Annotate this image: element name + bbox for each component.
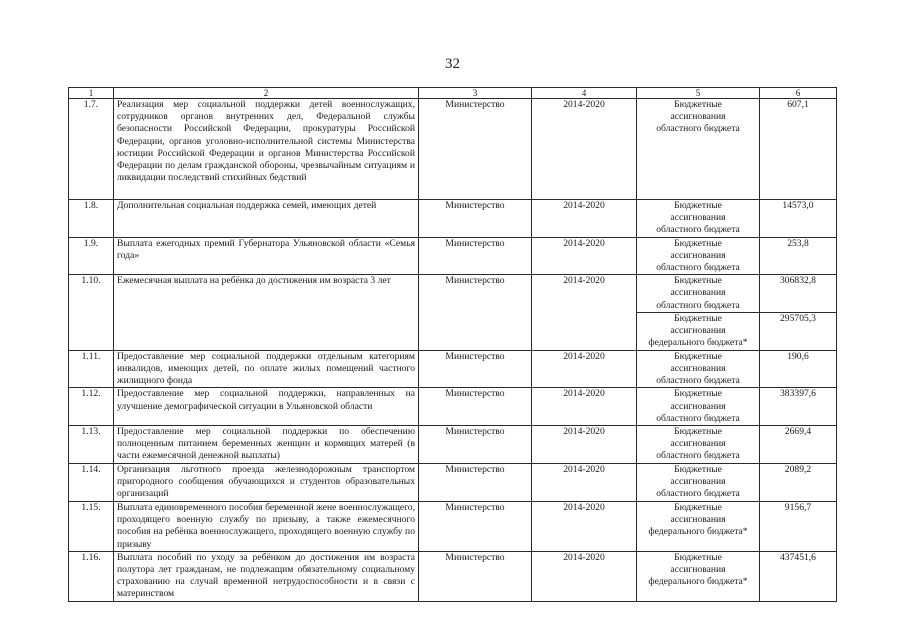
table-row xyxy=(69,426,837,464)
column-header: 5 xyxy=(637,88,760,99)
item-description: Предоставление мер социальной поддержки отдельным категориям инвалидов, имеющих детей, по оплате жилых помещений частного жилищного фонда xyxy=(114,350,419,388)
funding-source-line: ассигнования xyxy=(670,363,726,375)
column-header: 1 xyxy=(69,88,114,99)
funding-source-line: ассигнования xyxy=(670,514,726,526)
funding-source-line: Бюджетные xyxy=(674,426,722,438)
funding-source-line: Бюджетные xyxy=(674,464,722,476)
item-description: Организация льготного проезда железнодорожным транспортом пригородного сообщения обучающихся и студентов образовательных организаций xyxy=(114,464,419,502)
funding-source xyxy=(637,99,760,200)
responsible-executor: Министерство xyxy=(419,551,532,601)
funding-amount: 306832,8 xyxy=(760,275,837,313)
table-row xyxy=(69,464,837,502)
funding-source-line: Бюджетные xyxy=(674,502,722,514)
funding-amount: 190,6 xyxy=(760,350,837,388)
implementation-period: 2014-2020 xyxy=(532,502,637,552)
implementation-period: 2014-2020 xyxy=(532,551,637,601)
funding-source-line: Бюджетные xyxy=(674,350,722,362)
table-row xyxy=(69,502,837,552)
table-row xyxy=(69,350,837,388)
table-row xyxy=(69,237,837,275)
item-number: 1.12. xyxy=(69,388,114,426)
funding-source-line: ассигнования xyxy=(670,287,726,299)
column-header: 4 xyxy=(532,88,637,99)
funding-source-line: федерального бюджета* xyxy=(648,576,748,588)
funding-source-line: Бюджетные xyxy=(674,99,722,110)
funding-source-line: ассигнования xyxy=(670,564,726,576)
table-header-row xyxy=(69,88,837,99)
funding-source-line: ассигнования xyxy=(670,438,726,450)
implementation-period: 2014-2020 xyxy=(532,200,637,238)
implementation-period: 2014-2020 xyxy=(532,464,637,502)
funding-source-line: ассигнования xyxy=(670,400,726,412)
funding-source-line: Бюджетные xyxy=(674,200,722,211)
item-number: 1.16. xyxy=(69,551,114,601)
responsible-executor: Министерство xyxy=(419,99,532,200)
responsible-executor: Министерство xyxy=(419,200,532,238)
implementation-period: 2014-2020 xyxy=(532,426,637,464)
responsible-executor: Министерство xyxy=(419,388,532,426)
funding-source-line: областного бюджета xyxy=(656,262,740,274)
item-number: 1.15. xyxy=(69,502,114,552)
funding-source-line: Бюджетные xyxy=(674,237,722,249)
funding-source-line: ассигнования xyxy=(670,111,726,123)
item-number: 1.8. xyxy=(69,200,114,238)
funding-source xyxy=(637,312,760,350)
item-number: 1.9. xyxy=(69,237,114,275)
funding-source xyxy=(637,237,760,275)
responsible-executor: Министерство xyxy=(419,426,532,464)
funding-source xyxy=(637,502,760,552)
column-header: 6 xyxy=(760,88,837,99)
table-row xyxy=(69,275,837,313)
item-description: Реализация мер социальной поддержки детей военнослужащих, сотрудников органов внутренних дел, Федеральной службы безопасности Российской Федерации, прокуратуры Российской Федерации, органов уголовно-исполнительной системы Министерства юстиции Российской Федерации и органов Министерства Российской Федерации по делам гражданской обороны, чрезвычайным ситуациям и ликвидации последствий стихийных бедствий xyxy=(114,99,419,200)
table-row xyxy=(69,99,837,200)
funding-source-line: областного бюджета xyxy=(656,299,740,311)
item-description: Выплата единовременного пособия беременной жене военнослужащего, проходящего военную службу по призыву, а также ежемесячного пособия на ребёнка военнослужащего, проходящего военную службу по призыву xyxy=(114,502,419,552)
funding-source-line: областного бюджета xyxy=(656,412,740,424)
funding-source xyxy=(637,464,760,502)
item-number: 1.7. xyxy=(69,99,114,200)
item-description: Предоставление мер социальной поддержки по обеспечению полноценным питанием беременных женщин и кормящих матерей (в части ежемесячной денежной выплаты) xyxy=(114,426,419,464)
funding-amount: 607,1 xyxy=(760,99,837,200)
funding-amount: 383397,6 xyxy=(760,388,837,426)
item-description: Предоставление мер социальной поддержки, направленных на улучшение демографической ситуации в Ульяновской области xyxy=(114,388,419,426)
column-header: 2 xyxy=(114,88,419,99)
implementation-period: 2014-2020 xyxy=(532,237,637,275)
responsible-executor: Министерство xyxy=(419,502,532,552)
table-row xyxy=(69,551,837,601)
funding-source-line: Бюджетные xyxy=(674,388,722,400)
implementation-period: 2014-2020 xyxy=(532,350,637,388)
funding-amount: 253,8 xyxy=(760,237,837,275)
funding-source-line: Бюджетные xyxy=(674,312,722,324)
funding-source xyxy=(637,388,760,426)
funding-amount: 2089,2 xyxy=(760,464,837,502)
funding-source-line: ассигнования xyxy=(670,212,726,224)
item-number: 1.13. xyxy=(69,426,114,464)
funding-source xyxy=(637,350,760,388)
column-header: 3 xyxy=(419,88,532,99)
item-description: Дополнительная социальная поддержка семей, имеющих детей xyxy=(114,200,419,238)
item-description: Выплата ежегодных премий Губернатора Ульяновской области «Семья года» xyxy=(114,237,419,275)
funding-source-line: областного бюджета xyxy=(656,224,740,236)
funding-source xyxy=(637,551,760,601)
responsible-executor: Министерство xyxy=(419,350,532,388)
funding-source-line: областного бюджета xyxy=(656,488,740,500)
funding-source-line: федерального бюджета* xyxy=(648,337,748,349)
funding-amount: 9156,7 xyxy=(760,502,837,552)
funding-amount: 14573,0 xyxy=(760,200,837,238)
funding-source xyxy=(637,200,760,238)
program-table xyxy=(68,87,837,602)
table-row xyxy=(69,388,837,426)
funding-source xyxy=(637,426,760,464)
funding-source-line: ассигнования xyxy=(670,325,726,337)
page-number: 32 xyxy=(445,56,460,72)
funding-source-line: федерального бюджета* xyxy=(648,526,748,538)
responsible-executor: Министерство xyxy=(419,464,532,502)
implementation-period: 2014-2020 xyxy=(532,99,637,200)
responsible-executor: Министерство xyxy=(419,275,532,351)
implementation-period: 2014-2020 xyxy=(532,388,637,426)
funding-source-line: Бюджетные xyxy=(674,275,722,287)
item-number: 1.11. xyxy=(69,350,114,388)
funding-source xyxy=(637,275,760,313)
table-row xyxy=(69,200,837,238)
item-number: 1.10. xyxy=(69,275,114,351)
funding-source-line: областного бюджета xyxy=(656,450,740,462)
funding-amount: 295705,3 xyxy=(760,312,837,350)
funding-source-line: Бюджетные xyxy=(674,551,722,563)
item-number: 1.14. xyxy=(69,464,114,502)
funding-source-line: областного бюджета xyxy=(656,375,740,387)
responsible-executor: Министерство xyxy=(419,237,532,275)
item-description: Ежемесячная выплата на ребёнка до достижения им возраста 3 лет xyxy=(114,275,419,351)
funding-amount: 2669,4 xyxy=(760,426,837,464)
table-body xyxy=(69,99,837,602)
implementation-period: 2014-2020 xyxy=(532,275,637,351)
funding-amount: 437451,6 xyxy=(760,551,837,601)
funding-source-line: ассигнования xyxy=(670,476,726,488)
funding-source-line: областного бюджета xyxy=(656,123,740,135)
item-description: Выплата пособий по уходу за ребёнком до достижения им возраста полутора лет гражданам, не подлежащим обязательному социальному страхованию на случай временной нетрудоспособности и в связи с материнством xyxy=(114,551,419,601)
funding-source-line: ассигнования xyxy=(670,249,726,261)
